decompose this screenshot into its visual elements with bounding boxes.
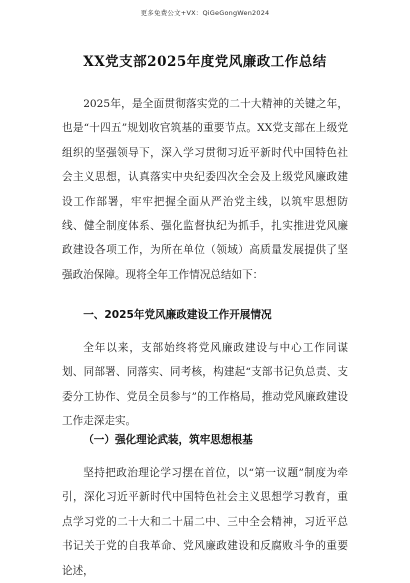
header-note: 更多免费公文+VX：QiGeGongWen2024 (140, 9, 270, 17)
section-heading: 一、2025年党风廉政建设工作开展情况 (83, 309, 272, 321)
document-title: XX党支部2025年度党风廉政工作总结 (83, 54, 327, 70)
intro-paragraph: 2025年，是全面贯彻落实党的二十大精神的关键之年，也是“十四五”规划收官筑基的重要节点。XX党支部在上级党组织的坚强领导下，深入学习贯彻习近平新时代中国特色社会主义思想，认真落实中央纪委四次全会及上级党风廉政建设工作部署，牢牢把握全面从严治党主线，以筑牢思想防线、健全制度体系、强化监督执纪为抓手，扎实推进党风廉政建设各项工作，为所在单位（领域）高质量发展提供了坚强政治保障。现将全年工作情况总结如下： (62, 98, 348, 281)
subsection-paragraph: 坚持把政治理论学习摆在首位，以“第一议题”制度为牵引，深化习近平新时代中国特色社会主义思想学习教育，重点学习党的二十大和二十届二中、三中全会精神，习近平总书记关于党的自我革命、党风廉政建设和反腐败斗争的重要论述， (62, 467, 348, 577)
section-paragraph: 全年以来，支部始终将党风廉政建设与中心工作同谋划、同部署、同落实、同考核，构建起“支部书记负总责、支委分工协作、党员全员参与”的工作格局，推动党风廉政建设工作走深走实。 (62, 342, 348, 428)
subsection-heading: （一）强化理论武装，筑牢思想根基 (83, 434, 253, 446)
